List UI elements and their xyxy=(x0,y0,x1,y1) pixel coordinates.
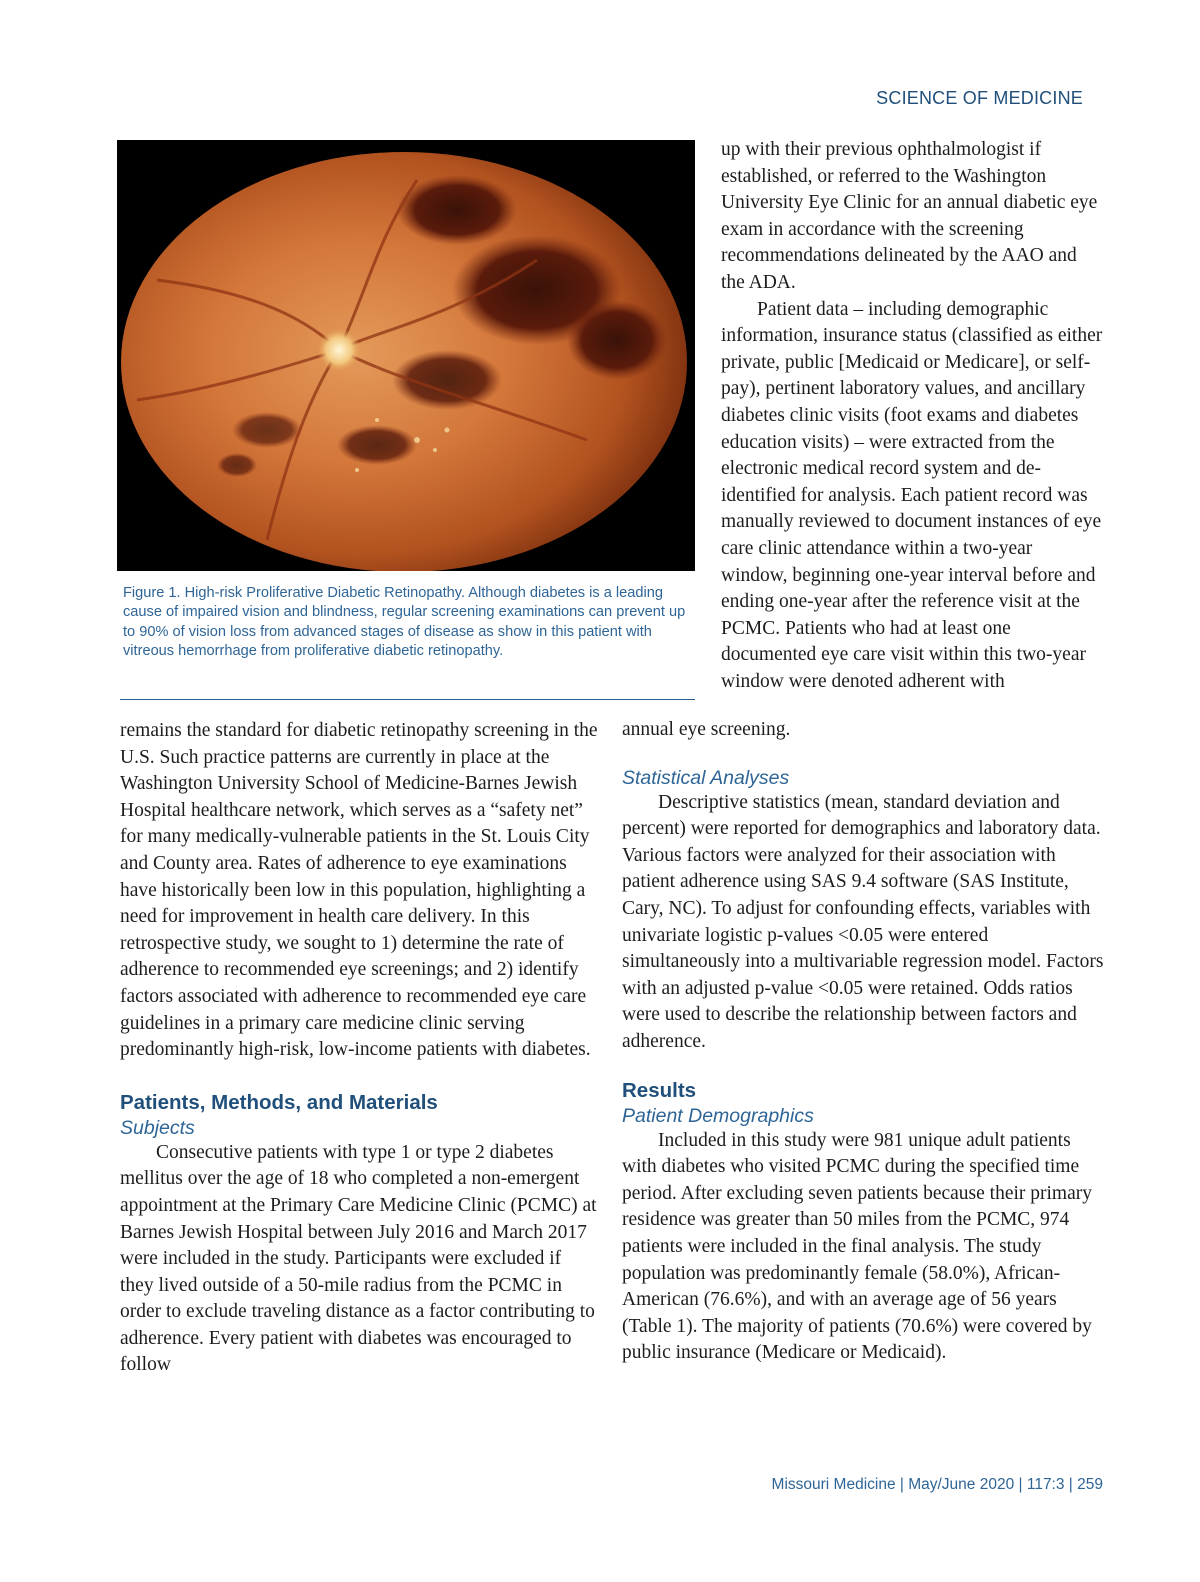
caption-divider xyxy=(120,699,695,700)
page-footer: Missouri Medicine | May/June 2020 | 117:3 | 259 xyxy=(771,1476,1103,1493)
patient-data-paragraph-tail: annual eye screening. xyxy=(622,719,791,740)
statistical-analyses-paragraph: Descriptive statistics (mean, standard deviation and percent) were reported for demographics and laboratory data. Various factors were analyzed for their association with patient adherence using SAS 9.4 software (SAS Institute, Cary, NC). To adjust for confounding effects, variables with univariate logistic p-values <0.05 were entered simultaneously into a multivariable regression model. Factors with an adjusted p-value <0.05 were retained. Odds ratios were used to describe the relationship between factors and adherence. xyxy=(622,791,1104,1052)
figure-caption: Figure 1. High-risk Proliferative Diabetic Retinopathy. Although diabetes is a leading cause of impaired vision and blindness, regular screening examinations can prevent up to 90% of vision loss from advanced stages of disease as show in this patient with vitreous hemorrhage from proliferative diabetic retinopathy. xyxy=(123,585,686,660)
intro-paragraph: remains the standard for diabetic retinopathy screening in the U.S. Such practice patterns are currently in place at the Washington University School of Medicine-Barnes Jewish Hospital healthcare network, which serves as a “safety net” for many medically-vulnerable patients in the St. Louis City and County area. Rates of adherence to eye examinations have historically been low in this population, highlighting a need for improvement in health care delivery. In this retrospective study, we sought to 1) determine the rate of adherence to recommended eye screenings; and 2) identify factors associated with adherence to recommended eye care guidelines in a primary care medicine clinic serving predominantly high-risk, low-income patients with diabetes. xyxy=(120,720,598,1061)
continued-paragraph: up with their previous ophthalmologist if established, or referred to the Washington University Eye Clinic for an annual diabetic eye exam in accordance with the screening recommendations delineated by the AAO and the ADA. xyxy=(721,139,1098,293)
right-column-bottom xyxy=(622,717,1104,1367)
patient-demographics-paragraph: Included in this study were 981 unique adult patients with diabetes who visited PCMC during the specified time period. After excluding seven patients because their primary residence was greater than 50 miles from the PCMC, 974 patients were included in the final analysis. The study population was predominantly female (58.0%), African-American (76.6%), and with an average age of 56 years (Table 1). The majority of patients (70.6%) were covered by public insurance (Medicare or Medicaid). xyxy=(622,1129,1092,1364)
patient-demographics-heading: Patient Demographics xyxy=(622,1104,814,1127)
statistical-analyses-heading: Statistical Analyses xyxy=(622,766,790,789)
results-heading: Results xyxy=(622,1078,697,1102)
fundus-photograph xyxy=(117,140,695,571)
patient-data-paragraph: Patient data – including demographic information, insurance status (classified as either private, public [Medicaid or Medicare], or self-pay), pertinent laboratory values, and ancillary diabetes clinic visits (foot exams and diabetes education visits) – were extracted from the electronic medical record system and de-identified for analysis. Each patient record was manually reviewed to document instances of eye care clinic attendance within a two-year window, beginning one-year interval before and ending one-year after the reference visit at the PCMC. Patients who had at least one documented eye care visit within this two-year window were denoted adherent with xyxy=(721,298,1103,692)
running-head: SCIENCE OF MEDICINE xyxy=(876,88,1083,108)
right-column-top xyxy=(721,137,1103,695)
methods-heading: Patients, Methods, and Materials xyxy=(120,1090,438,1114)
left-column xyxy=(120,718,598,1379)
subjects-heading: Subjects xyxy=(120,1116,195,1139)
subjects-paragraph: Consecutive patients with type 1 or type 2 diabetes mellitus over the age of 18 who completed a non-emergent appointment at the Primary Care Medicine Clinic (PCMC) at Barnes Jewish Hospital between July 2016 and March 2017 were included in the study. Participants were excluded if they lived outside of a 50-mile radius from the PCMC in order to exclude traveling distance as a factor contributing to adherence. Every patient with diabetes was encouraged to follow xyxy=(120,1141,597,1376)
